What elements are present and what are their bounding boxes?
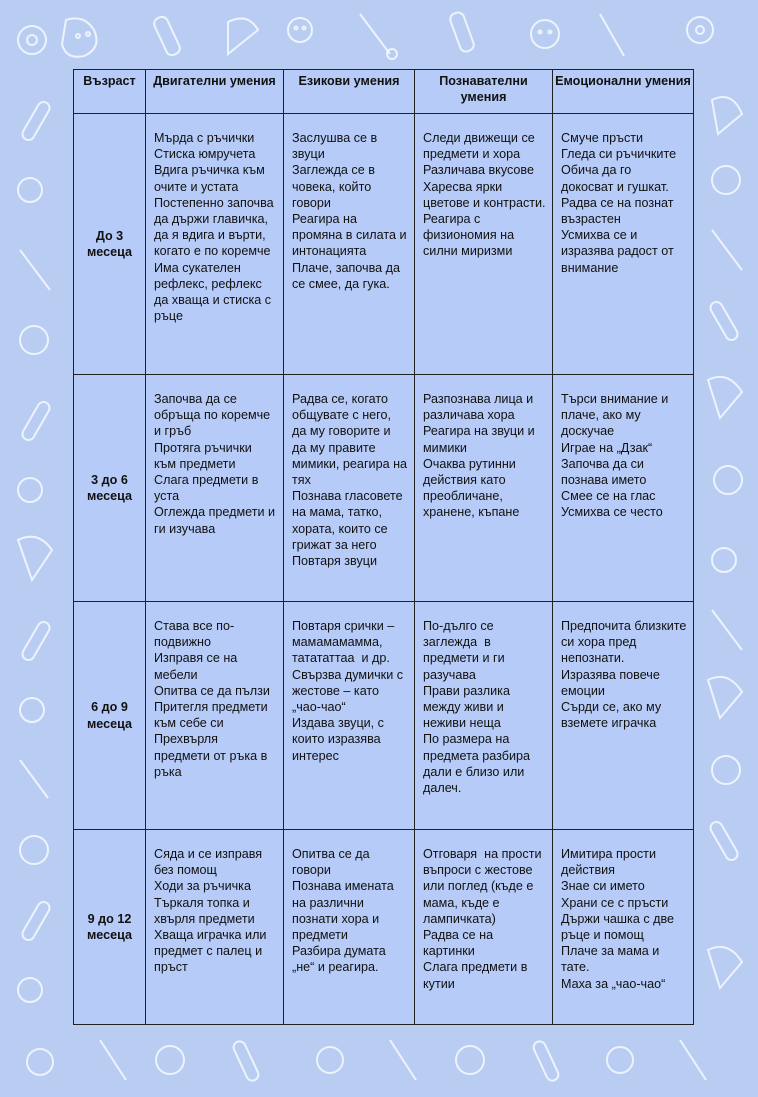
pacifier-icon bbox=[317, 1047, 343, 1073]
skill-item: Харесва ярки цветове и контрасти. bbox=[423, 179, 546, 210]
skill-item: Изправя се на мебели bbox=[154, 651, 241, 682]
cognitive-skills-cell bbox=[415, 375, 553, 602]
table-row bbox=[74, 830, 694, 1025]
safety-pin-icon bbox=[712, 230, 742, 270]
skill-item: Радва се, когато общувате с него, да му говорите и да му правите мимики, реагира на тях bbox=[292, 392, 411, 488]
skill-item: Опитва се да пълзи bbox=[154, 683, 270, 698]
skill-item: Очаква рутинни действия като преобличане, хранене, къпане bbox=[423, 456, 520, 520]
stroller-icon bbox=[708, 377, 742, 418]
bottle-icon bbox=[708, 300, 739, 342]
skill-item: Ходи за ръчичка bbox=[154, 879, 251, 894]
baby-face-icon bbox=[712, 756, 740, 784]
motor-skills-cell bbox=[146, 602, 284, 830]
skill-item: Оглежда предмети и ги изучава bbox=[154, 505, 279, 536]
bottle-icon bbox=[20, 100, 51, 142]
skill-item: Гледа си ръчичките bbox=[561, 147, 677, 162]
bottle-icon bbox=[532, 1039, 561, 1082]
header-age: Възраст bbox=[74, 70, 146, 114]
pacifier-icon bbox=[20, 698, 44, 722]
skill-item: Усмихва се често bbox=[561, 505, 663, 520]
language-skills-cell bbox=[284, 602, 415, 830]
skill-item: Държи чашка с две ръце и помощ bbox=[561, 911, 678, 943]
safety-pin-icon bbox=[100, 1040, 126, 1080]
table-row bbox=[74, 602, 694, 830]
pacifier-icon bbox=[712, 548, 736, 572]
baby-face-icon bbox=[20, 326, 48, 354]
baby-face-icon bbox=[288, 18, 312, 42]
stroller-icon bbox=[708, 677, 742, 718]
skill-item: Смуче пръсти bbox=[561, 131, 644, 145]
skill-item: Познава имената на различни познати хора и предмети bbox=[292, 879, 398, 943]
baby-face-icon bbox=[156, 1046, 184, 1074]
skill-item: Познава гласовете на мама, татко, хората, които се грижат за него bbox=[292, 489, 407, 552]
skill-item: Притегля предмети към себе си bbox=[154, 700, 272, 731]
skill-item: Радва се на картинки bbox=[423, 928, 497, 959]
skill-item: Плаче, започва да се смее, да гука. bbox=[292, 260, 404, 291]
emotional-skills-cell bbox=[553, 830, 694, 1025]
header-language-skills: Езикови умения bbox=[284, 70, 415, 114]
skill-item: Заслушва се в звуци bbox=[292, 131, 381, 162]
skill-item: Разпознава лица и различава хора bbox=[423, 392, 537, 423]
pacifier-icon bbox=[18, 978, 42, 1002]
skill-item: Заглежда се в човека, който говори bbox=[292, 163, 379, 210]
skill-item: Сяда и се изправя без помощ bbox=[154, 847, 266, 878]
table-row bbox=[74, 375, 694, 602]
bottle-icon bbox=[449, 11, 476, 53]
pacifier-icon bbox=[607, 1047, 633, 1073]
pacifier-icon bbox=[18, 478, 42, 502]
age-cell: 3 до 6 месеца bbox=[74, 375, 146, 602]
skill-item: Протяга ръчички към предмети bbox=[154, 440, 256, 471]
skill-item: Реагира на промяна в силата и интонацията bbox=[292, 212, 411, 259]
skill-item: По-дълго се заглежда в предмети и ги разучава bbox=[423, 619, 509, 682]
bottle-icon bbox=[152, 15, 182, 57]
skill-item: Повтаря срички – мамамамамма, татататтаа и др. bbox=[292, 619, 398, 666]
safety-pin-icon bbox=[360, 14, 390, 54]
skill-item: Отговаря на прости въпроси с жестове или поглед (къде е мама, къде е лампичката) bbox=[423, 847, 546, 926]
skill-item: Има сукателен рефлекс, рефлекс да хваща и стиска с ръце bbox=[154, 260, 275, 324]
baby-face-icon bbox=[456, 1046, 484, 1074]
safety-pin-icon bbox=[680, 1040, 706, 1080]
language-skills-cell bbox=[284, 114, 415, 375]
skill-item: Свързва думички с жестове – като „чао-чао“ bbox=[292, 667, 407, 715]
skill-item: Различава вкусове bbox=[423, 163, 534, 178]
skill-item: Слага предмети в кутии bbox=[423, 960, 531, 991]
motor-skills-cell bbox=[146, 830, 284, 1025]
cognitive-skills-cell bbox=[415, 602, 553, 830]
skill-item: Реагира с физиономия на силни миризми bbox=[423, 212, 518, 259]
skill-item: Слага предмети в уста bbox=[154, 473, 262, 504]
skill-item: Търкаля топка и хвърля предмети bbox=[154, 895, 255, 926]
skill-item: Имитира прости действия bbox=[561, 847, 660, 878]
cognitive-skills-cell bbox=[415, 830, 553, 1025]
stroller-icon bbox=[18, 537, 52, 580]
skill-item: По размера на предмета разбира дали е близо или далеч. bbox=[423, 732, 534, 796]
skill-item: Мърда с ръчички bbox=[154, 131, 255, 145]
skill-item: Следи движещи се предмети и хора bbox=[423, 131, 539, 162]
skill-item: Смее се на глас bbox=[561, 489, 656, 504]
rattle-icon bbox=[228, 18, 258, 54]
emotional-skills-cell bbox=[553, 114, 694, 375]
age-cell: 9 до 12 месеца bbox=[74, 830, 146, 1025]
baby-face-icon bbox=[531, 20, 559, 48]
header-emotional-skills: Емоционални умения bbox=[553, 70, 694, 114]
safety-pin-icon bbox=[20, 760, 48, 798]
skill-item: Става все по-подвижно bbox=[154, 619, 235, 650]
skill-item: Играе на „Дзак“ bbox=[561, 440, 653, 455]
skill-item: Търси внимание и плаче, ако му доскучае bbox=[561, 392, 672, 439]
development-table-panel bbox=[73, 69, 693, 1025]
skill-item: Вдига ръчичка към очите и устата bbox=[154, 163, 269, 194]
header-cognitive-skills: Познавателни умения bbox=[415, 70, 553, 114]
skill-item: Разбира думата „не“ и реагира. bbox=[292, 944, 390, 975]
bottle-icon bbox=[708, 820, 739, 862]
safety-pin-icon bbox=[390, 1040, 416, 1080]
skill-item: Маха за „чао-чао“ bbox=[561, 976, 666, 991]
skill-item: Обича да го докосват и гушкат. bbox=[561, 163, 669, 194]
skill-item: Прави разлика между живи и неживи неща bbox=[423, 683, 514, 731]
cognitive-skills-cell bbox=[415, 114, 553, 375]
age-cell: До 3 месеца bbox=[74, 114, 146, 375]
table-header-row bbox=[74, 70, 694, 114]
motor-skills-cell bbox=[146, 375, 284, 602]
pacifier-icon bbox=[27, 1049, 53, 1075]
emotional-skills-cell bbox=[553, 602, 694, 830]
baby-face-icon bbox=[20, 836, 48, 864]
development-table bbox=[73, 69, 694, 1025]
safety-pin-icon bbox=[712, 610, 742, 650]
bottle-icon bbox=[20, 620, 51, 662]
skill-item: Започва да се обръща по коремче и гръб bbox=[154, 392, 274, 439]
skill-item: Реагира на звуци и мимики bbox=[423, 424, 539, 455]
skill-item: Стиска юмручета bbox=[154, 147, 256, 162]
skill-item: Опитва се да говори bbox=[292, 847, 374, 878]
motor-skills-cell bbox=[146, 114, 284, 375]
safety-pin-icon bbox=[20, 250, 50, 290]
skill-item: Хваща играчка или предмет с палец и пръст bbox=[154, 928, 270, 975]
skill-item: Прехвърля предмети от ръка в ръка bbox=[154, 732, 271, 779]
language-skills-cell bbox=[284, 830, 415, 1025]
bottle-icon bbox=[20, 900, 51, 942]
skill-item: Издава звуци, с които изразява интерес bbox=[292, 716, 388, 763]
baby-face-icon bbox=[714, 466, 742, 494]
safety-pin-icon bbox=[600, 14, 624, 56]
emotional-skills-cell bbox=[553, 375, 694, 602]
skill-item: Предпочита близките си хора пред непознати. bbox=[561, 619, 690, 666]
language-skills-cell bbox=[284, 375, 415, 602]
skill-item: Храни се с пръсти bbox=[561, 895, 669, 910]
pacifier-icon bbox=[18, 178, 42, 202]
skill-item: Радва се на познат възрастен bbox=[561, 195, 678, 227]
baby-face-icon bbox=[712, 166, 740, 194]
bottle-icon bbox=[232, 1039, 261, 1082]
skill-item: Усмихва се и изразява радост от внимание bbox=[561, 228, 678, 275]
skill-item: Знае си името bbox=[561, 879, 645, 894]
skill-item: Повтаря звуци bbox=[292, 554, 378, 569]
pacifier-icon bbox=[18, 26, 46, 54]
age-cell: 6 до 9 месеца bbox=[74, 602, 146, 830]
pacifier-icon bbox=[687, 17, 713, 43]
skill-item: Плаче за мама и тате. bbox=[561, 944, 663, 975]
header-motor-skills: Двигателни умения bbox=[146, 70, 284, 114]
stroller-icon bbox=[708, 947, 742, 988]
table-row bbox=[74, 114, 694, 375]
skill-item: Сърди се, ако му вземете играчка bbox=[561, 700, 665, 731]
skill-item: Постепенно започва да държи главичка, да я вдига и върти, когато е по коремче bbox=[154, 195, 278, 259]
stroller-icon bbox=[712, 97, 742, 134]
bottle-icon bbox=[20, 400, 51, 442]
skill-item: Започва да си познава името bbox=[561, 456, 648, 488]
skill-item: Изразява повече емоции bbox=[561, 667, 664, 698]
